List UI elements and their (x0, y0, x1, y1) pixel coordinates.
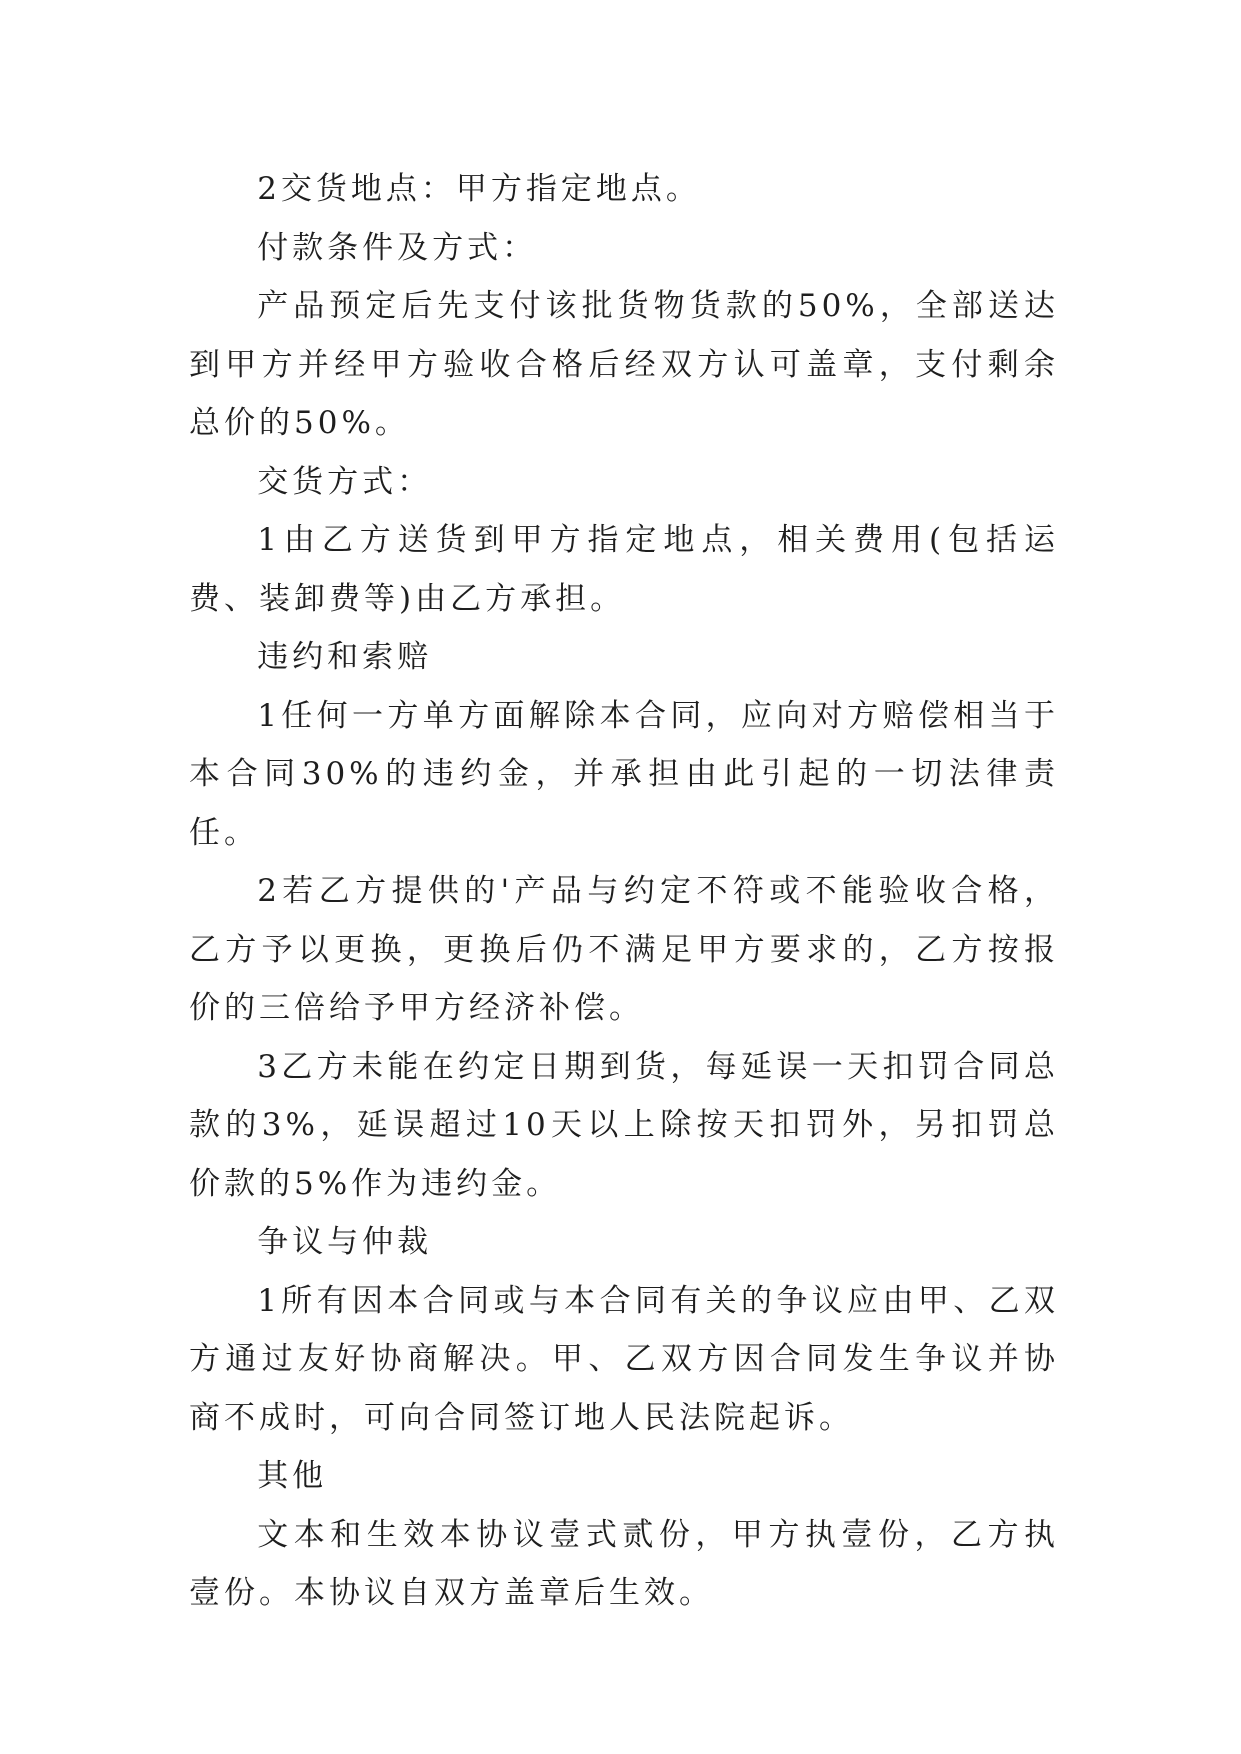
paragraph-breach-clause-2: 2若乙方提供的'产品与约定不符或不能验收合格，乙方予以更换，更换后仍不满足甲方要求的，乙方按报价的三倍给予甲方经济补偿。 (189, 873, 1059, 1026)
heading-other: 其他 (257, 1458, 328, 1494)
paragraph-breach-clause-1: 1任何一方单方面解除本合同，应向对方赔偿相当于本合同30%的违约金，并承担由此引起的一切法律责任。 (189, 697, 1059, 851)
heading-payment-terms: 付款条件及方式： (257, 229, 538, 266)
paragraph-delivery-method: 1由乙方送货到甲方指定地点，相关费用(包括运费、装卸费等)由乙方承担。 (189, 522, 1059, 617)
paragraph-breach-clause-3: 3乙方未能在约定日期到货，每延误一天扣罚合同总款的3%，延误超过10天以上除按天扣罚外，另扣罚总价款的5%作为违约金。 (189, 1048, 1059, 1202)
document-body (189, 160, 1059, 1623)
heading-delivery-method: 交货方式： (257, 463, 433, 500)
paragraph-payment-terms: 产品预定后先支付该批货物货款的50%，全部送达到甲方并经甲方验收合格后经双方认可盖章，支付剩余总价的50%。 (189, 288, 1059, 441)
paragraph-dispute-clause-1: 1所有因本合同或与本合同有关的争议应由甲、乙双方通过友好协商解决。甲、乙双方因合同发生争议并协商不成时，可向合同签订地人民法院起诉。 (189, 1282, 1059, 1436)
heading-breach-and-claims: 违约和索赔 (257, 639, 433, 675)
paragraph-delivery-location: 2交货地点：甲方指定地点。 (257, 171, 701, 207)
paragraph-text-and-effect: 文本和生效本协议壹式贰份，甲方执壹份，乙方执壹份。本协议自双方盖章后生效。 (189, 1516, 1059, 1611)
heading-dispute-arbitration: 争议与仲裁 (257, 1224, 433, 1260)
